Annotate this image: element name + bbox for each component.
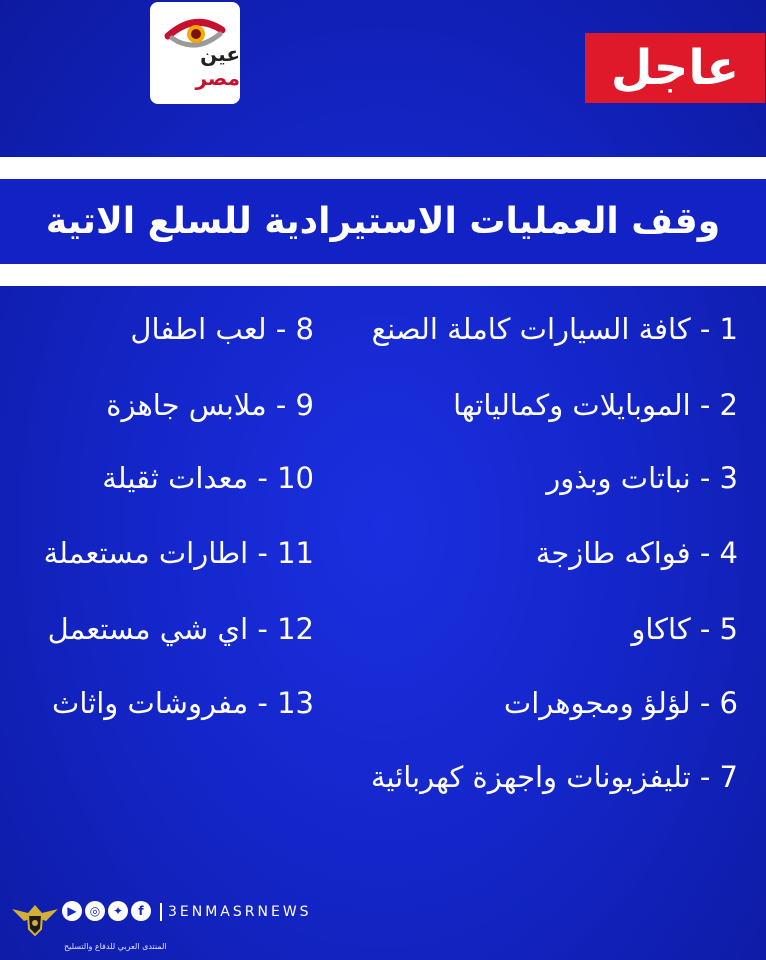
social-handle: 3ENMASRNEWS (168, 904, 312, 920)
eye-logo-icon (164, 10, 226, 56)
list-item: 7 - تليفزيونات واجهزة كهربائية (370, 760, 738, 794)
list-item: 11 - اطارات مستعملة (43, 536, 314, 570)
list-item: 6 - لؤلؤ ومجوهرات (503, 686, 738, 720)
youtube-icon[interactable]: ▶ (62, 901, 82, 921)
breaking-news-badge: عاجل (585, 33, 765, 103)
list-item: 2 - الموبايلات وكمالياتها (453, 388, 738, 422)
list-item: 4 - فواكه طازجة (535, 536, 738, 570)
twitter-icon[interactable]: ✦ (108, 901, 128, 921)
list-item: 13 - مفروشات واثاث (52, 686, 314, 720)
brand-logo (150, 2, 240, 104)
headline: وقف العمليات الاستيرادية للسلع الاتية (45, 201, 721, 242)
list-item: 10 - معدات ثقيلة (102, 461, 314, 495)
divider-bottom (0, 264, 766, 286)
headline-band (0, 179, 766, 264)
brand-name-part2: مصر (195, 66, 240, 90)
list-item: 8 - لعب اطفال (130, 312, 314, 346)
social-icons (62, 901, 151, 921)
footer-separator (160, 903, 162, 921)
footer (6, 895, 366, 955)
instagram-icon[interactable]: ◎ (85, 901, 105, 921)
facebook-icon[interactable]: f (131, 901, 151, 921)
footer-subtitle: المنتدى العربي للدفاع والتسليح (64, 942, 167, 951)
list-item: 9 - ملابس جاهزة (106, 388, 314, 422)
list-item: 3 - نباتات وبذور (546, 461, 738, 495)
divider-top (0, 157, 766, 179)
eagle-shield-logo-icon (10, 895, 60, 945)
list-item: 12 - اي شي مستعمل (47, 612, 314, 646)
list-item: 1 - كافة السيارات كاملة الصنع (371, 312, 738, 346)
brand-name-part1: عين (200, 42, 240, 66)
list-item: 5 - كاكاو (631, 612, 738, 646)
